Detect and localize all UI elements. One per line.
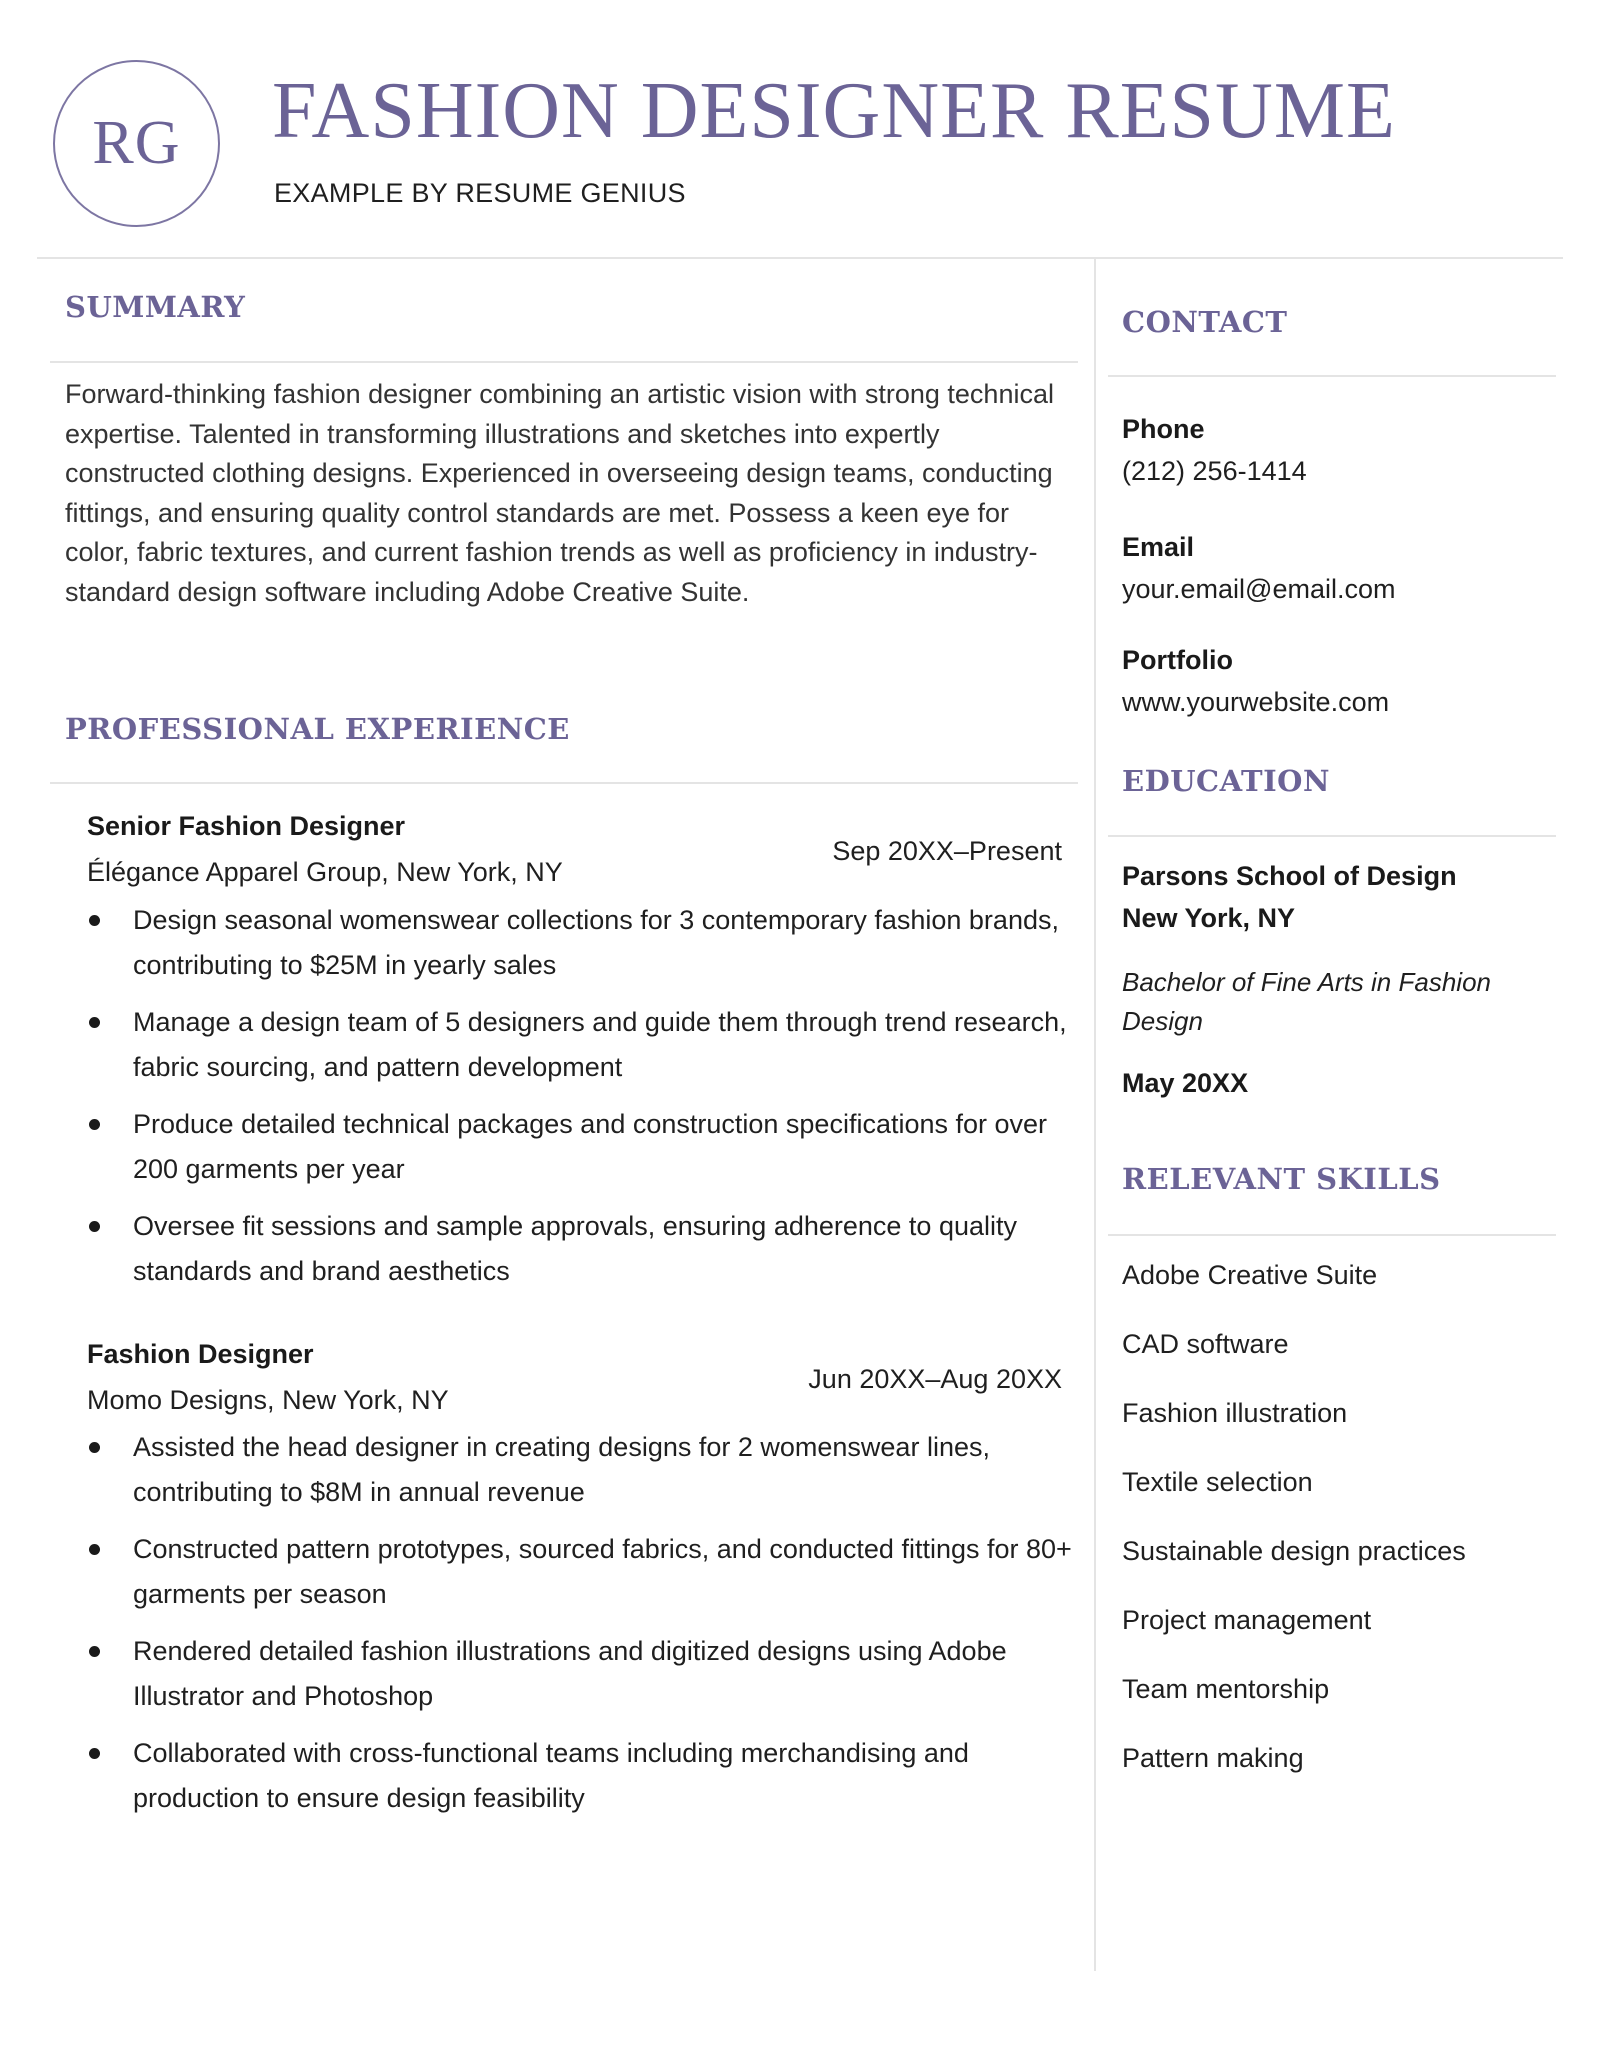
job-company: Élégance Apparel Group, New York, NY	[87, 857, 563, 887]
bullet-dot-icon	[89, 1119, 100, 1130]
portfolio-value: www.yourwebsite.com	[1122, 687, 1390, 717]
job-bullet: Oversee fit sessions and sample approvals, ensuring adherence to quality standards and brand aesthetics	[87, 1204, 1072, 1294]
education-heading: EDUCATION	[1122, 764, 1330, 798]
graduation-date: May 20XX	[1122, 1068, 1249, 1098]
skill-item: Fashion illustration	[1122, 1398, 1348, 1428]
skills-heading: RELEVANT SKILLS	[1122, 1162, 1441, 1196]
bullet-dot-icon	[89, 1544, 100, 1555]
column-divider	[1094, 259, 1096, 1971]
job-dates: Sep 20XX–Present	[832, 836, 1062, 866]
skills-list	[1122, 1260, 1466, 1812]
school-location: New York, NY	[1122, 903, 1296, 933]
skill-item: Adobe Creative Suite	[1122, 1260, 1378, 1290]
page-title: FASHION DESIGNER RESUME	[272, 67, 1396, 155]
experience-divider	[50, 782, 1078, 784]
bullet-dot-icon	[89, 1748, 100, 1759]
contact-heading: CONTACT	[1122, 305, 1288, 339]
phone-label: Phone	[1122, 414, 1205, 444]
email-value: your.email@email.com	[1122, 574, 1396, 604]
job-bullets	[87, 898, 1072, 1306]
summary-text: Forward-thinking fashion designer combining an artistic vision with strong technical expertise. Talented in transforming illustrations and sketches into expertly constructed clothing designs. Experienced in overseeing design teams, conducting fittings, and ensuring quality control standards are met. Possess a keen eye for color, fabric textures, and current fashion trends as well as proficiency in industry-standard design software including Adobe Creative Suite.	[65, 379, 1054, 607]
header-divider	[37, 257, 1563, 259]
job-bullet: Produce detailed technical packages and construction specifications for over 200 garments per year	[87, 1102, 1072, 1192]
summary-divider	[50, 361, 1078, 363]
bullet-dot-icon	[89, 1646, 100, 1657]
experience-heading: PROFESSIONAL EXPERIENCE	[65, 712, 570, 746]
skill-item: Textile selection	[1122, 1467, 1313, 1497]
skill-item: Project management	[1122, 1605, 1372, 1635]
job-bullet: Manage a design team of 5 designers and guide them through trend research, fabric sourcing, and pattern development	[87, 1000, 1072, 1090]
job-bullet: Assisted the head designer in creating designs for 2 womenswear lines, contributing to $8M in annual revenue	[87, 1425, 1072, 1515]
portfolio-label: Portfolio	[1122, 645, 1233, 675]
email-label: Email	[1122, 532, 1195, 562]
education-divider	[1108, 835, 1556, 837]
job-company: Momo Designs, New York, NY	[87, 1385, 449, 1415]
skill-item: Pattern making	[1122, 1743, 1304, 1773]
phone-value: (212) 256-1414	[1122, 456, 1307, 486]
job-title: Senior Fashion Designer	[87, 811, 406, 841]
skill-item: Sustainable design practices	[1122, 1536, 1466, 1566]
bullet-dot-icon	[89, 1017, 100, 1028]
bullet-dot-icon	[89, 1442, 100, 1453]
job-bullet: Rendered detailed fashion illustrations and digitized designs using Adobe Illustrator and Photoshop	[87, 1629, 1072, 1719]
job-bullet: Constructed pattern prototypes, sourced fabrics, and conducted fittings for 80+ garments per season	[87, 1527, 1072, 1617]
summary-heading: SUMMARY	[65, 290, 246, 324]
bullet-dot-icon	[89, 1221, 100, 1232]
page-subtitle: EXAMPLE BY RESUME GENIUS	[274, 178, 686, 208]
school-name: Parsons School of Design	[1122, 861, 1457, 891]
job-dates: Jun 20XX–Aug 20XX	[808, 1364, 1062, 1394]
monogram-logo: RG	[53, 60, 220, 227]
skill-item: CAD software	[1122, 1329, 1289, 1359]
job-bullet: Design seasonal womenswear collections for 3 contemporary fashion brands, contributing to $25M in yearly sales	[87, 898, 1072, 988]
job-bullet: Collaborated with cross-functional teams including merchandising and production to ensure design feasibility	[87, 1731, 1072, 1821]
contact-divider	[1108, 375, 1556, 377]
degree: Bachelor of Fine Arts in Fashion Design	[1122, 967, 1491, 1036]
skills-divider	[1108, 1234, 1556, 1236]
skill-item: Team mentorship	[1122, 1674, 1330, 1704]
job-bullets	[87, 1425, 1072, 1833]
job-title: Fashion Designer	[87, 1339, 314, 1369]
bullet-dot-icon	[89, 915, 100, 926]
